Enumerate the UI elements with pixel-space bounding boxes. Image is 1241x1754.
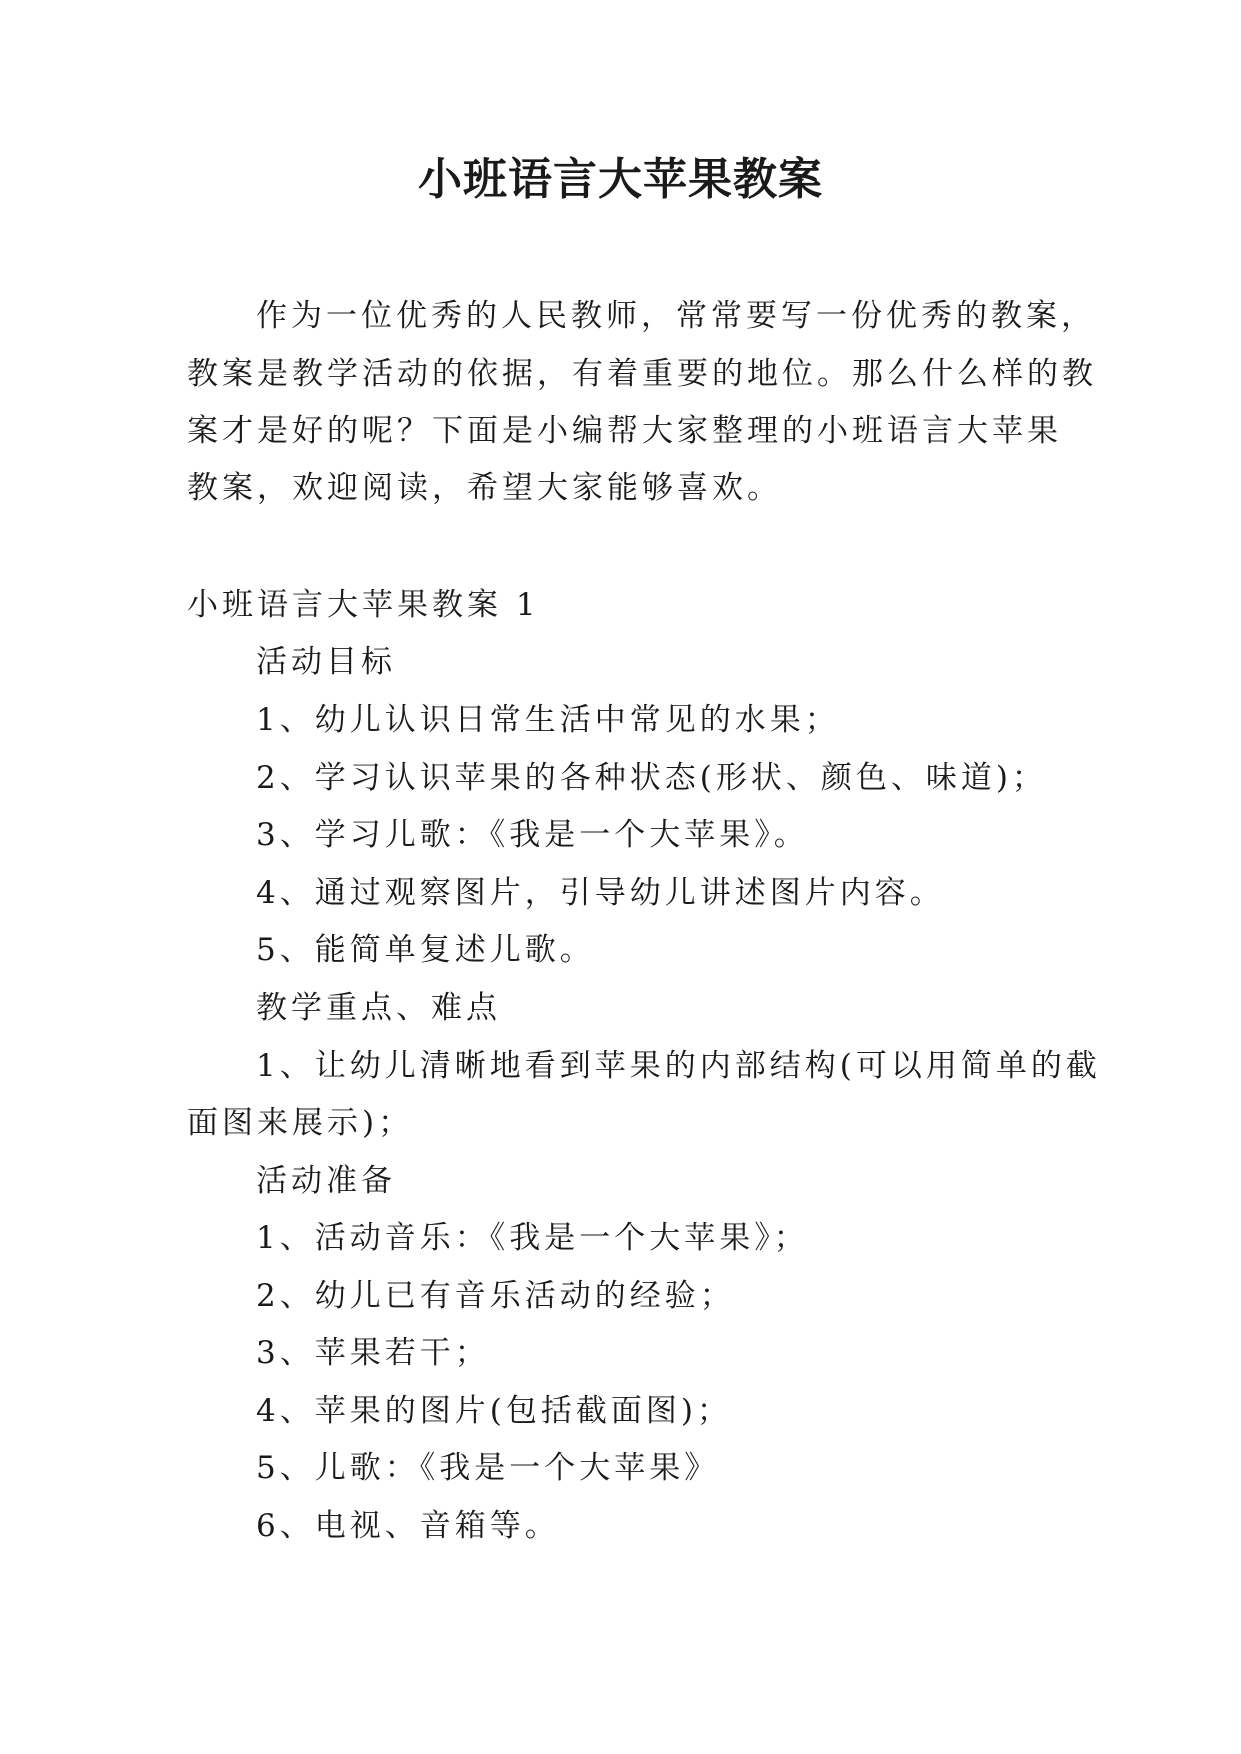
goal-item: 1、幼儿认识日常生活中常见的水果； — [256, 702, 840, 738]
intro-line: 教案是教学活动的依据，有着重要的地位。那么什么样的教 — [187, 356, 1097, 392]
focus-item: 1、让幼儿清晰地看到苹果的内部结构(可以用简单的截 — [256, 1048, 1101, 1084]
focus-item-continued: 面图来展示)； — [187, 1105, 414, 1141]
intro-line: 教案，欢迎阅读，希望大家能够喜欢。 — [187, 470, 782, 506]
goal-item: 2、学习认识苹果的各种状态(形状、颜色、味道)； — [256, 760, 1047, 796]
prep-heading: 活动准备 — [256, 1163, 396, 1199]
goal-item: 4、通过观察图片，引导幼儿讲述图片内容。 — [256, 875, 945, 911]
prep-item: 1、活动音乐：《我是一个大苹果》； — [256, 1220, 809, 1256]
section-title: 小班语言大苹果教案 1 — [187, 587, 540, 623]
goal-item: 3、学习儿歌：《我是一个大苹果》。 — [256, 817, 809, 853]
prep-item: 6、电视、音箱等。 — [256, 1508, 560, 1544]
goals-heading: 活动目标 — [256, 644, 396, 680]
goal-item: 5、能简单复述儿歌。 — [256, 932, 595, 968]
prep-item: 5、儿歌：《我是一个大苹果》 — [256, 1450, 720, 1486]
intro-line: 作为一位优秀的人民教师，常常要写一份优秀的教案， — [256, 298, 1096, 334]
intro-line: 案才是好的呢？下面是小编帮大家整理的小班语言大苹果 — [187, 413, 1062, 449]
prep-item: 4、苹果的图片(包括截面图)； — [256, 1393, 732, 1429]
focus-heading: 教学重点、难点 — [256, 990, 501, 1026]
prep-item: 2、幼儿已有音乐活动的经验； — [256, 1278, 735, 1314]
prep-item: 3、苹果若干； — [256, 1335, 490, 1371]
document-title: 小班语言大苹果教案 — [418, 154, 823, 205]
